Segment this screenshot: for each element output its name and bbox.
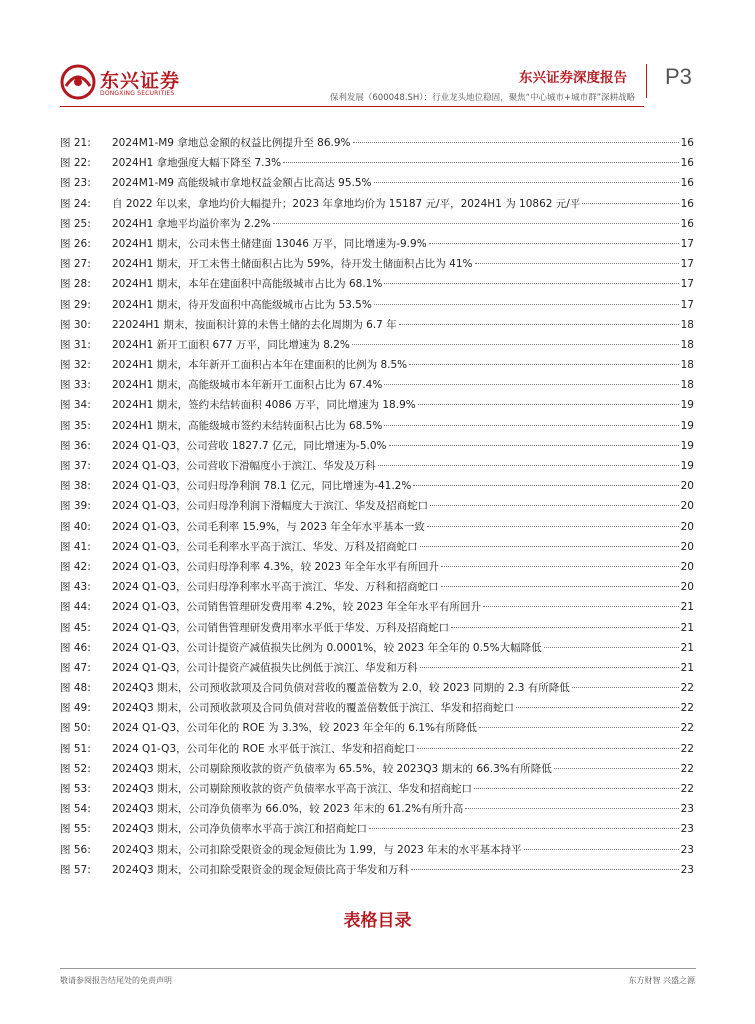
toc-entry-page: 17 xyxy=(680,237,694,250)
toc-dot-leader xyxy=(411,869,679,870)
toc-entry-title: 2024M1-M9 高能级城市拿地权益金额占比高达 95.5% xyxy=(112,177,372,190)
toc-entry-page: 23 xyxy=(680,843,694,856)
toc-dot-leader xyxy=(544,647,679,648)
toc-entry[interactable] xyxy=(60,418,694,438)
page-number: P3 xyxy=(665,64,692,89)
toc-entry[interactable] xyxy=(60,236,694,256)
toc-entry-page: 21 xyxy=(680,621,694,634)
toc-dot-leader xyxy=(483,606,679,607)
toc-entry[interactable] xyxy=(60,559,694,579)
toc-dot-leader xyxy=(427,526,679,527)
toc-entry-title: 2024Q3 期末，公司剔除预收款的资产负债率为 65.5%，较 2023Q3 期末的 66.3%有所降低 xyxy=(112,762,552,775)
toc-dot-leader xyxy=(524,849,679,850)
toc-entry-page: 21 xyxy=(680,661,694,674)
toc-entry-page: 19 xyxy=(680,439,694,452)
toc-entry[interactable] xyxy=(60,155,694,175)
toc-entry-label: 图 35: xyxy=(60,419,91,432)
toc-entry[interactable] xyxy=(60,135,694,155)
toc-dot-leader xyxy=(582,203,678,204)
toc-entry-label: 图 30: xyxy=(60,318,91,331)
footer-rule xyxy=(60,968,696,969)
toc-entry-label: 图 56: xyxy=(60,843,91,856)
toc-entry-page: 20 xyxy=(680,500,694,513)
toc-entry-title: 2024H1 期末，签约未结转面积 4086 万平，同比增速为 18.9% xyxy=(112,399,416,412)
toc-entry-label: 图 37: xyxy=(60,460,91,472)
toc-entry-label: 图 40: xyxy=(60,520,91,533)
toc-entry-page: 20 xyxy=(680,560,694,573)
toc-dot-leader xyxy=(378,465,679,466)
toc-entry-page: 20 xyxy=(680,520,694,533)
toc-entry-page: 19 xyxy=(680,399,694,412)
toc-entry-label: 图 50: xyxy=(60,722,91,735)
toc-entry[interactable] xyxy=(60,640,694,660)
toc-entry[interactable] xyxy=(60,256,694,276)
toc-dot-leader xyxy=(475,263,679,264)
toc-entry-page: 22 xyxy=(680,742,694,755)
toc-entry-page: 16 xyxy=(680,137,694,149)
toc-entry-page: 20 xyxy=(680,480,694,493)
toc-entry-title: 2024 Q1-Q3，公司销售管理研发费用率水平低于华发、万科及招商蛇口 xyxy=(112,621,450,634)
toc-entry-title: 2024H1 期末，待开发面积中高能级城市占比为 53.5% xyxy=(112,298,372,311)
toc-entry[interactable] xyxy=(60,297,694,317)
toc-dot-leader xyxy=(413,485,678,486)
toc-entry-label: 图 22: xyxy=(60,157,91,170)
toc-entry-title: 2024 Q1-Q3，公司销售管理研发费用率 4.2%，较 2023 年全年水平有所回升 xyxy=(112,601,482,614)
toc-entry-label: 图 34: xyxy=(60,399,91,412)
toc-dot-leader xyxy=(283,162,678,163)
toc-entry[interactable] xyxy=(60,337,694,357)
toc-entry-label: 图 46: xyxy=(60,641,91,654)
toc-entry-title: 2024Q3 期末，公司预收款项及合同负债对营收的覆盖倍数为 2.0，较 2023 同期的 2.3 有所降低 xyxy=(112,682,570,695)
toc-entry[interactable] xyxy=(60,175,694,195)
toc-entry-title: 2024H1 拿地强度大幅下降至 7.3% xyxy=(112,157,282,170)
toc-entry-title: 22024H1 期末，按面积计算的未售土储的去化周期为 6.7 年 xyxy=(112,318,397,331)
toc-entry-label: 图 31: xyxy=(60,338,91,351)
toc-entry[interactable] xyxy=(60,397,694,417)
toc-entry[interactable] xyxy=(60,498,694,518)
toc-entry-title: 2024Q3 期末，公司净负债率为 66.0%，较 2023 年末的 61.2%有所升高 xyxy=(112,803,464,816)
toc-dot-leader xyxy=(389,445,679,446)
toc-entry-title: 2024H1 期末，公司未售土储建面 13046 万平，同比增速为-9.9% xyxy=(112,237,427,250)
table-toc-heading: 表格目录 xyxy=(343,911,412,931)
toc-entry[interactable] xyxy=(60,196,694,216)
toc-entry-title: 2024H1 期末，高能级城市本年新开工面积占比为 67.4% xyxy=(112,379,383,392)
toc-entry-label: 图 23: xyxy=(60,177,91,190)
toc-dot-leader xyxy=(369,828,679,829)
toc-entry-page: 18 xyxy=(680,379,694,392)
toc-entry-title: 2024 Q1-Q3，公司年化的 ROE 水平低于滨江、华发和招商蛇口 xyxy=(112,742,415,755)
toc-dot-leader xyxy=(384,425,678,426)
toc-dot-leader xyxy=(430,505,679,506)
toc-entry-page: 21 xyxy=(680,641,694,654)
toc-entry-page: 22 xyxy=(680,722,694,735)
logo-text: 东兴证券 xyxy=(100,70,181,92)
toc-entry-label: 图 27: xyxy=(60,258,91,271)
toc-entry-title: 自 2022 年以来，拿地均价大幅提升；2023 年拿地均价为 15187 元/平，2024H1 为 10862 元/平 xyxy=(112,197,581,210)
toc-entry-label: 图 41: xyxy=(60,540,91,553)
toc-dot-leader xyxy=(441,586,679,587)
logo-mark-icon xyxy=(60,64,96,100)
toc-entry[interactable] xyxy=(60,579,694,599)
toc-entry-page: 22 xyxy=(680,783,694,795)
toc-entry[interactable] xyxy=(60,216,694,236)
toc-entry[interactable] xyxy=(60,276,694,296)
toc-entry-page: 19 xyxy=(680,460,694,472)
toc-dot-leader xyxy=(479,727,679,728)
toc-entry-page: 23 xyxy=(680,863,694,876)
toc-entry[interactable] xyxy=(60,478,694,498)
toc-dot-leader xyxy=(420,667,679,668)
toc-dot-leader xyxy=(465,808,678,809)
toc-entry-title: 2024Q3 期末，公司剔除预收款的资产负债率水平高于滨江、华发和招商蛇口 xyxy=(112,783,473,795)
toc-entry-label: 图 57: xyxy=(60,863,91,876)
toc-dot-leader xyxy=(417,748,679,749)
toc-entry[interactable] xyxy=(60,821,694,841)
toc-entry-page: 16 xyxy=(680,157,694,170)
toc-entry-label: 图 29: xyxy=(60,298,91,311)
toc-entry[interactable] xyxy=(60,761,694,781)
toc-entry-title: 2024 Q1-Q3，公司毛利率 15.9%，与 2023 年全年水平基本一致 xyxy=(112,520,425,533)
toc-entry-title: 2024 Q1-Q3，公司营收 1827.7 亿元，同比增速为-5.0% xyxy=(112,439,387,452)
toc-dot-leader xyxy=(474,788,679,789)
report-subtitle: 保利发展（600048.SH）：行业龙头地位稳固，聚焦“中心城市+城市群”深耕战略 xyxy=(329,93,635,103)
toc-dot-leader xyxy=(409,364,678,365)
toc-entry-title: 2024 Q1-Q3，公司年化的 ROE 为 3.3%，较 2023 年全年的 6.1%有所降低 xyxy=(112,722,477,735)
toc-entry[interactable] xyxy=(60,317,694,337)
toc-entry-page: 18 xyxy=(680,338,694,351)
toc-entry-label: 图 47: xyxy=(60,661,91,674)
footer-disclaimer: 敬请参阅报告结尾处的免责声明 xyxy=(60,976,172,985)
toc-entry-page: 20 xyxy=(680,540,694,553)
toc-entry-label: 图 24: xyxy=(60,197,91,210)
toc-entry[interactable] xyxy=(60,781,694,801)
toc-entry-label: 图 25: xyxy=(60,217,91,230)
toc-dot-leader xyxy=(374,182,679,183)
logo-subtext: DONGXING SECURITIES xyxy=(100,90,175,97)
toc-entry-title: 2024H1 期末，开工未售土储面积占比为 59%，待开发土储面积占比为 41% xyxy=(112,258,473,271)
toc-entry-page: 16 xyxy=(680,217,694,230)
toc-entry-label: 图 53: xyxy=(60,783,91,795)
toc-entry[interactable] xyxy=(60,519,694,539)
toc-entry-page: 17 xyxy=(680,278,694,291)
toc-entry-page: 22 xyxy=(680,762,694,775)
toc-entry-title: 2024 Q1-Q3，公司归母净利率水平高于滨江、华发、万科和招商蛇口 xyxy=(112,581,439,594)
toc-dot-leader xyxy=(418,404,679,405)
toc-entry-label: 图 45: xyxy=(60,621,91,634)
toc-entry-label: 图 44: xyxy=(60,601,91,614)
toc-entry[interactable] xyxy=(60,801,694,821)
toc-entry-title: 2024Q3 期末，公司净负债率水平高于滨江和招商蛇口 xyxy=(112,823,368,836)
toc-entry-page: 21 xyxy=(680,601,694,614)
footer-slogan: 东方财智 兴盛之源 xyxy=(628,976,695,985)
toc-dot-leader xyxy=(516,707,679,708)
toc-entry-page: 22 xyxy=(680,702,694,715)
toc-entry-page: 23 xyxy=(680,803,694,816)
toc-entry-label: 图 33: xyxy=(60,379,91,392)
toc-entry[interactable] xyxy=(60,377,694,397)
toc-entry[interactable] xyxy=(60,862,694,882)
toc-entry[interactable] xyxy=(60,599,694,619)
toc-entry[interactable] xyxy=(60,539,694,559)
toc-entry-title: 2024 Q1-Q3，公司营收下滑幅度小于滨江、华发及万科 xyxy=(112,460,376,472)
toc-entry-page: 16 xyxy=(680,177,694,190)
toc-entry-title: 2024 Q1-Q3，公司归母净利率 4.3%，较 2023 年全年水平有所回升 xyxy=(112,560,440,573)
toc-entry-page: 20 xyxy=(680,581,694,594)
toc-entry[interactable] xyxy=(60,660,694,680)
header-rule xyxy=(60,106,644,107)
toc-dot-leader xyxy=(384,384,678,385)
toc-entry-label: 图 36: xyxy=(60,439,91,452)
toc-entry[interactable] xyxy=(60,720,694,740)
toc-entry[interactable] xyxy=(60,438,694,458)
toc-entry-page: 18 xyxy=(680,359,694,372)
toc-entry[interactable] xyxy=(60,458,694,478)
toc-entry-title: 2024 Q1-Q3，公司归母净利润下滑幅度大于滨江、华发及招商蛇口 xyxy=(112,500,429,513)
toc-entry-label: 图 49: xyxy=(60,702,91,715)
company-logo xyxy=(60,64,190,104)
toc-entry-title: 2024Q3 期末，公司预收款项及合同负债对营收的覆盖倍数低于滨江、华发和招商蛇口 xyxy=(112,702,515,715)
toc-entry-title: 2024H1 新开工面积 677 万平，同比增速为 8.2% xyxy=(112,338,350,351)
toc-entry-label: 图 43: xyxy=(60,581,91,594)
report-title: 东兴证券深度报告 xyxy=(519,70,627,86)
toc-entry-label: 图 54: xyxy=(60,803,91,816)
toc-entry-label: 图 38: xyxy=(60,480,91,493)
toc-entry-page: 18 xyxy=(680,318,694,331)
toc-entry-title: 2024 Q1-Q3，公司毛利率水平高于滨江、华发、万科及招商蛇口 xyxy=(112,540,418,553)
toc-entry-label: 图 39: xyxy=(60,500,91,513)
toc-dot-leader xyxy=(554,768,679,769)
toc-entry-title: 2024Q3 期末，公司扣除受限资金的现金短债比高于华发和万科 xyxy=(112,863,410,876)
toc-entry-title: 2024H1 拿地平均溢价率为 2.2% xyxy=(112,217,271,230)
toc-entry-page: 23 xyxy=(680,823,694,836)
toc-entry-label: 图 28: xyxy=(60,278,91,291)
toc-entry-label: 图 52: xyxy=(60,762,91,775)
toc-entry[interactable] xyxy=(60,680,694,700)
toc-entry-title: 2024H1 期末，本年新开工面积占本年在建面积的比例为 8.5% xyxy=(112,359,408,372)
toc-dot-leader xyxy=(429,243,679,244)
toc-entry-title: 2024M1-M9 拿地总金额的权益比例提升至 86.9% xyxy=(112,137,351,149)
toc-entry-page: 22 xyxy=(680,682,694,695)
toc-entry[interactable] xyxy=(60,357,694,377)
toc-dot-leader xyxy=(353,142,679,143)
toc-entry-label: 图 26: xyxy=(60,237,91,250)
toc-entry[interactable] xyxy=(60,741,694,761)
toc-entry-title: 2024Q3 期末，公司扣除受限资金的现金短债比为 1.99，与 2023 年末的水平基本持平 xyxy=(112,843,522,856)
toc-dot-leader xyxy=(352,344,679,345)
toc-entry-title: 2024H1 期末，本年在建面积中高能级城市占比为 68.1% xyxy=(112,278,383,291)
toc-dot-leader xyxy=(451,627,679,628)
toc-dot-leader xyxy=(374,304,679,305)
toc-entry-title: 2024 Q1-Q3，公司计提资产减值损失比例为 0.0001%，较 2023 年全年的 0.5%大幅降低 xyxy=(112,641,542,654)
toc-dot-leader xyxy=(399,324,679,325)
toc-dot-leader xyxy=(420,546,679,547)
toc-entry[interactable] xyxy=(60,700,694,720)
figure-toc-list xyxy=(60,135,694,882)
toc-dot-leader xyxy=(384,283,678,284)
toc-entry[interactable] xyxy=(60,842,694,862)
toc-entry-label: 图 55: xyxy=(60,823,91,836)
toc-entry-label: 图 21: xyxy=(60,137,91,149)
header-divider xyxy=(646,64,647,98)
toc-entry-page: 16 xyxy=(680,197,694,210)
toc-dot-leader xyxy=(273,223,679,224)
toc-entry-title: 2024 Q1-Q3，公司计提资产减值损失比例低于滨江、华发和万科 xyxy=(112,661,418,674)
toc-entry-title: 2024 Q1-Q3，公司归母净利润 78.1 亿元，同比增速为-41.2% xyxy=(112,480,412,493)
page-header xyxy=(0,0,755,112)
toc-entry-label: 图 42: xyxy=(60,560,91,573)
toc-dot-leader xyxy=(572,687,679,688)
toc-entry[interactable] xyxy=(60,620,694,640)
toc-dot-leader xyxy=(441,566,679,567)
toc-entry-label: 图 32: xyxy=(60,359,91,372)
toc-entry-label: 图 48: xyxy=(60,682,91,695)
toc-entry-page: 17 xyxy=(680,258,694,271)
toc-entry-page: 19 xyxy=(680,419,694,432)
toc-entry-page: 17 xyxy=(680,298,694,311)
toc-entry-label: 图 51: xyxy=(60,742,91,755)
toc-entry-title: 2024H1 期末，高能级城市签约未结转面积占比为 68.5% xyxy=(112,419,383,432)
